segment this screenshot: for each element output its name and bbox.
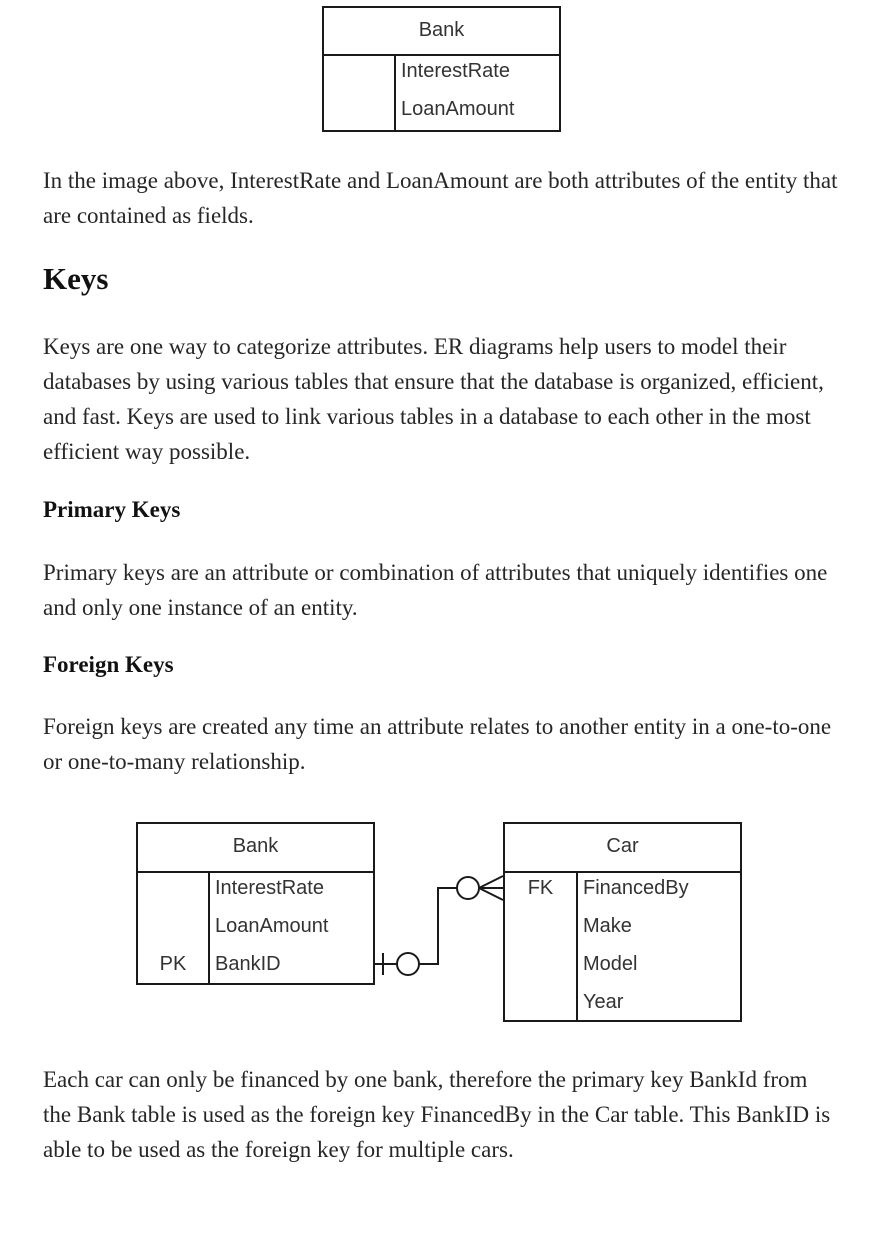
- heading-primary-keys: Primary Keys: [43, 497, 181, 522]
- attribute: LoanAmount: [215, 915, 329, 937]
- crows-foot-symbol: [479, 888, 503, 900]
- relationship-line: [375, 888, 503, 964]
- primary-key-label: PK: [159, 953, 187, 975]
- paragraph-explanation: Each car can only be financed by one bank, therefore the primary key BankId from the Bank table is used as the foreign key FinancedBy in the Car table. This BankID is able to be used as the foreign key for multiple cars.: [43, 1067, 831, 1162]
- attribute: InterestRate: [401, 60, 510, 82]
- attribute: BankID: [215, 953, 281, 975]
- attribute: Model: [583, 953, 638, 975]
- crows-foot-symbol: [479, 876, 503, 888]
- paragraph-primary-keys: Primary keys are an attribute or combination of attributes that uniquely identifies one and only one instance of an entity.: [43, 560, 828, 620]
- zero-circle-symbol: [457, 877, 479, 899]
- paragraph-keys: Keys are one way to categorize attributes. ER diagrams help users to model their databases by using various tables that ensure that the database is organized, efficient, and fast. Keys are used to link various tables in a database to each other in the most efficient way possible.: [43, 334, 824, 464]
- foreign-key-label: FK: [527, 877, 554, 899]
- zero-circle-symbol: [397, 953, 419, 975]
- heading-keys: Keys: [43, 261, 109, 296]
- entity-title: Car: [505, 824, 740, 873]
- attribute: Year: [583, 991, 624, 1013]
- attribute: Make: [583, 915, 632, 937]
- attribute: FinancedBy: [583, 877, 689, 899]
- paragraph-attributes: In the image above, InterestRate and LoanAmount are both attributes of the entity that are contained as fields.: [43, 168, 838, 228]
- attribute: LoanAmount: [401, 98, 515, 120]
- entity-title: Bank: [324, 8, 559, 56]
- entity-title: Bank: [138, 824, 373, 873]
- heading-foreign-keys: Foreign Keys: [43, 652, 174, 677]
- paragraph-foreign-keys: Foreign keys are created any time an attribute relates to another entity in a one-to-one or one-to-many relationship.: [43, 714, 832, 774]
- attribute: InterestRate: [215, 877, 324, 899]
